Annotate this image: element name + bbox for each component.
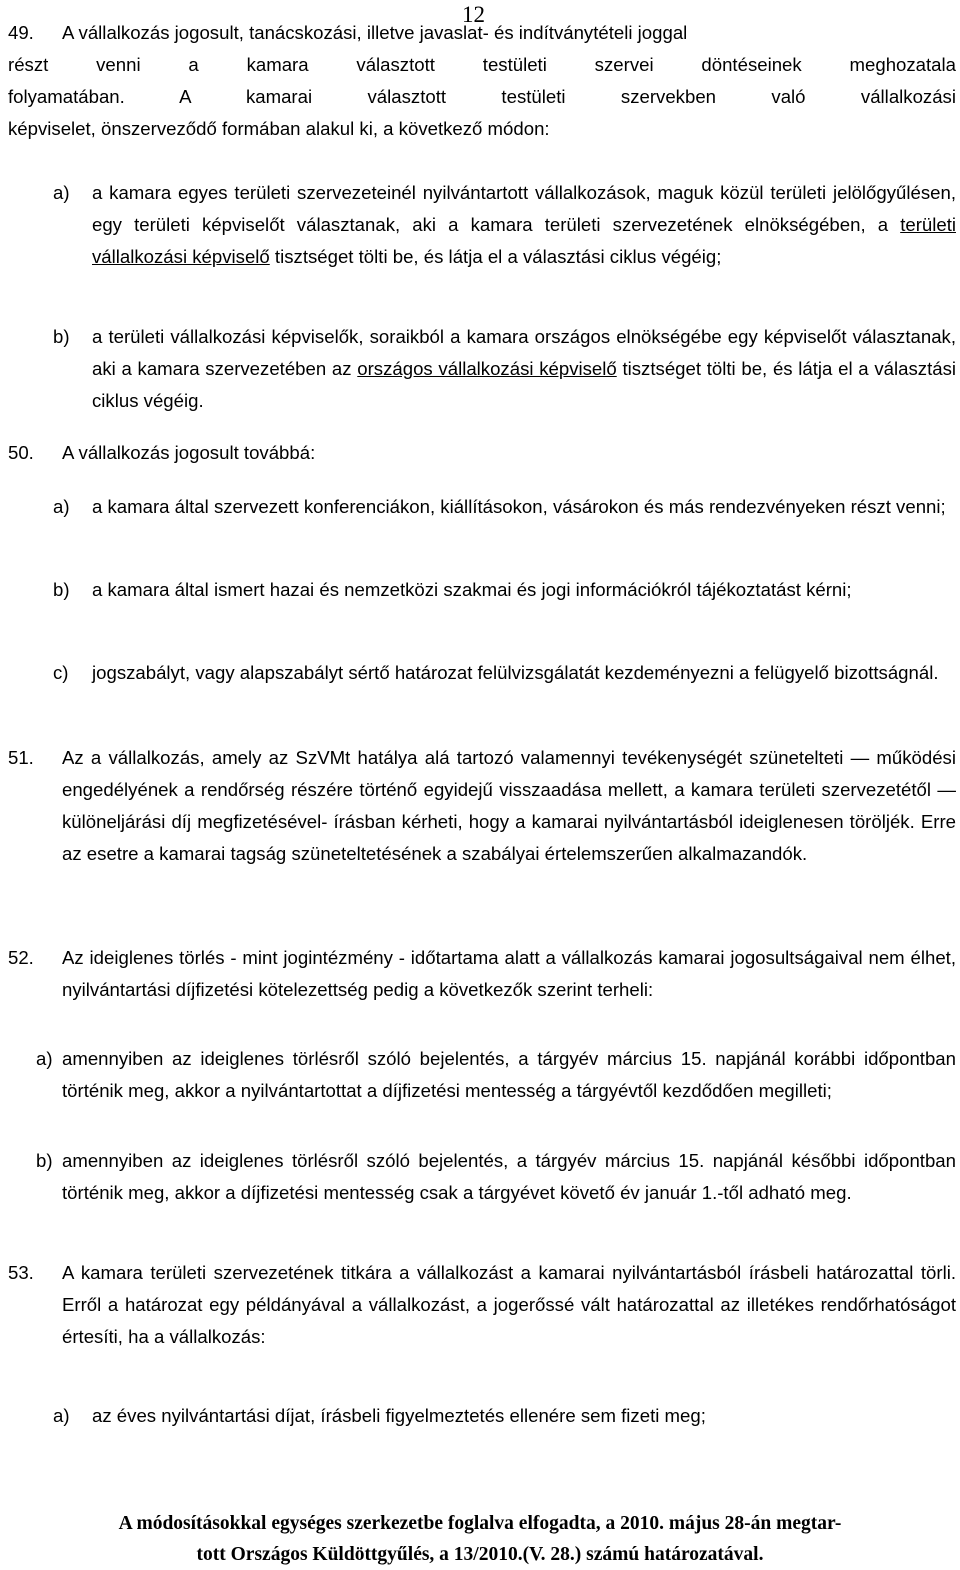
section-49-item-a <box>92 177 956 273</box>
section-51-text: Az a vállalkozás, amely az SzVMt hatálya alá tartozó valamennyi tevékenységét szünetelteti — működési engedélyének a rendőrség részére történő egyidejű visszaadása mellett, a kamara területi szervezetétől — különeljárási díj megfizetésével- írásban kérheti, hogy a kamarai nyilvántartásból ideiglenesen töröljék. Erre az esetre a kamarai tagság szüneteltetésének a szabályai értelemszerűen alkalmazandók. <box>62 747 956 864</box>
section-49-line-2: részt venni a kamara választott testületi szervei döntéseinek meghozatala <box>8 54 956 75</box>
section-52-text: Az ideiglenes törlés - mint jogintézmény - időtartama alatt a vállalkozás kamarai jogosultságaival nem élhet, nyilvántartási díjfizetési kötelezettség pedig a következők szerint terheli: <box>62 947 956 1000</box>
section-49-line-1: A vállalkozás jogosult, tanácskozási, illetve javaslat- és indítványtételi joggal <box>62 22 688 43</box>
section-number-53: 53. <box>8 1262 34 1283</box>
section-49-line-3: folyamatában. A kamarai választott testületi szervekben való vállalkozási <box>8 86 956 107</box>
section-49-item-a-text-1: a kamara egyes területi szervezeteinél nyilvántartott vállalkozások, maguk közül területi jelölőgyűlésen, egy területi képviselőt választanak, aki a kamara területi szervezetének elnökségében, a <box>92 182 956 235</box>
section-50-item-b: a kamara által ismert hazai és nemzetközi szakmai és jogi információkról tájékoztatást kérni; <box>92 579 852 600</box>
section-49-item-a-text-2: tisztséget tölti be, és látja el a választási ciklus végéig; <box>269 246 722 267</box>
section-53-item-a: az éves nyilvántartási díjat, írásbeli figyelmeztetés ellenére sem fizeti meg; <box>92 1405 706 1426</box>
section-49-item-b-underlined: országos vállalkozási képviselő <box>357 358 617 379</box>
section-52-item-b: amennyiben az ideiglenes törlésről szóló bejelentés, a tárgyév március 15. napjánál későbbi időpontban történik meg, akkor a díjfizetési mentesség csak a tárgyévet követő év január 1.-től adható meg. <box>62 1150 956 1203</box>
section-52-item-b-label: b) <box>36 1150 53 1171</box>
section-50-item-c-label: c) <box>53 662 69 683</box>
section-50-item-a: a kamara által szervezett konferenciákon, kiállításokon, vásárokon és más rendezvényeken részt venni; <box>92 496 946 517</box>
section-52-item-a-label: a) <box>36 1048 53 1069</box>
section-53-text: A kamara területi szervezetének titkára a vállalkozást a kamarai nyilvántartásból írásbeli határozattal törli. Erről a határozat egy példányával a vállalkozást, a jogerőssé vált határozattal az illetékes rendőrhatóságot értesíti, ha a vállalkozás: <box>62 1262 956 1347</box>
section-50-item-a-label: a) <box>53 496 70 517</box>
footer <box>0 1508 960 1570</box>
section-49-item-b-text-1: a területi vállalkozási képviselők, soraikból a kamara országos elnökségébe egy képviselőt választanak, aki a kamara szervezetében az <box>92 326 956 379</box>
section-49-item-b-label: b) <box>53 326 70 347</box>
section-52-item-a: amennyiben az ideiglenes törlésről szóló bejelentés, a tárgyév március 15. napjánál korábbi időpontban történik meg, akkor a nyilvántartottat a díjfizetési mentesség a tárgyévtől kezdődően megilleti; <box>62 1048 956 1101</box>
section-50-item-b-label: b) <box>53 579 70 600</box>
footer-line-2: tott Országos Küldöttgyűlés, a 13/2010.(V. 28.) számú határozatával. <box>196 1544 764 1565</box>
section-49-item-b <box>92 321 956 417</box>
section-number-49: 49. <box>8 22 34 43</box>
section-number-50: 50. <box>8 442 34 463</box>
section-50-item-c: jogszabályt, vagy alapszabályt sértő határozat felülvizsgálatát kezdeményezni a felügyelő bizottságnál. <box>92 662 939 683</box>
section-50-intro: A vállalkozás jogosult továbbá: <box>62 442 316 463</box>
footer-line-1: A módosításokkal egységes szerkezetbe foglalva elfogadta, a 2010. május 28-án megtar- <box>118 1513 842 1534</box>
section-number-52: 52. <box>8 947 34 968</box>
section-49-item-a-label: a) <box>53 182 70 203</box>
section-53-item-a-label: a) <box>53 1405 70 1426</box>
section-49-item-b-text-2: tisztséget tölti be, és látja el a választási ciklus végéig. <box>92 358 957 411</box>
section-number-51: 51. <box>8 747 34 768</box>
page-number: 12 <box>462 2 485 27</box>
section-49-line-4: képviselet, önszerveződő formában alakul ki, a következő módon: <box>8 118 550 139</box>
section-49-item-a-underlined: területi vállalkozási képviselő <box>92 214 956 267</box>
